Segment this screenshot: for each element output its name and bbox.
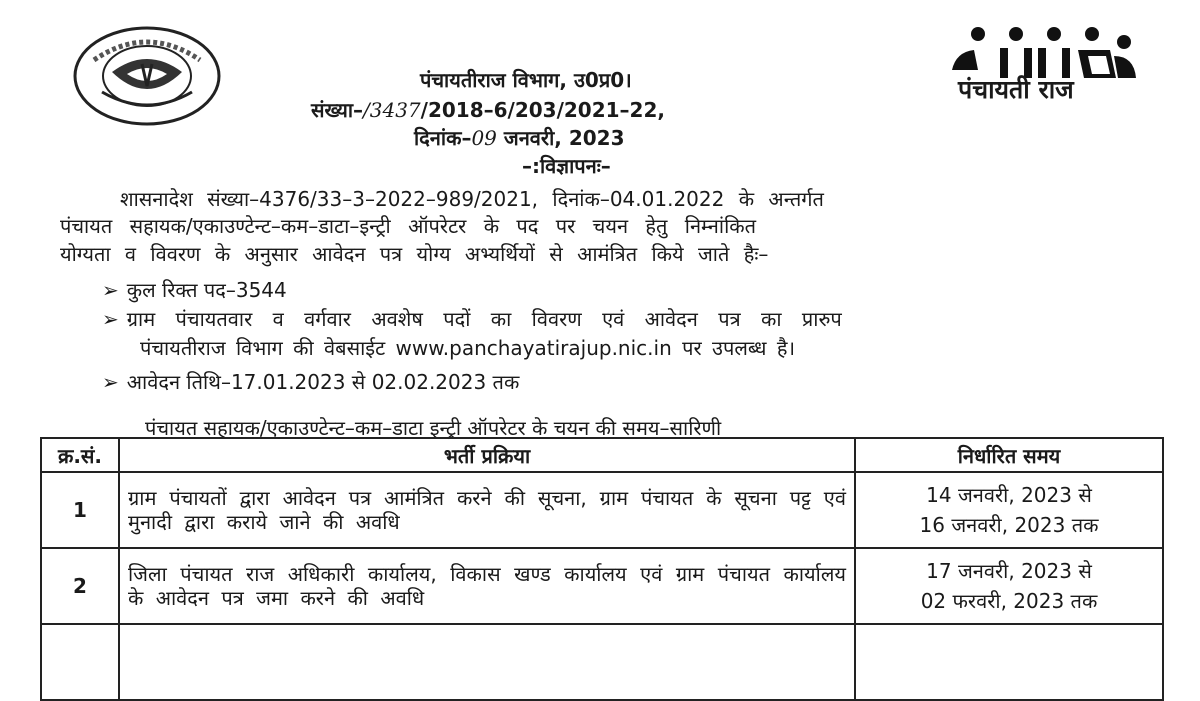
row-time [855, 548, 1163, 624]
arrow-bullet-icon: ➢ [102, 307, 119, 331]
order-date [414, 124, 625, 151]
row-time [855, 624, 1163, 700]
row-sno [41, 624, 119, 700]
order-number [311, 96, 665, 123]
table-row-cut-off [41, 624, 1163, 700]
time-start: 14 जनवरी, 2023 से [926, 483, 1092, 507]
body-line-1: शासनादेश संख्या–4376/33–3–2022–989/2021, दिनांक–04.01.2022 के अन्तर्गत [120, 187, 824, 211]
number-suffix: /2018–6/203/2021–22, [420, 98, 665, 122]
date-prefix: दिनांक– [414, 126, 472, 150]
schedule-table [40, 437, 1164, 701]
time-end: 02 फरवरी, 2023 तक [920, 589, 1098, 613]
vacancies-text: कुल रिक्त पद–3544 [126, 278, 287, 302]
arrow-bullet-icon: ➢ [102, 278, 119, 302]
header-time: निर्धारित समय [855, 438, 1163, 472]
row-sno: 1 [41, 472, 119, 548]
time-end: 16 जनवरी, 2023 तक [919, 513, 1099, 537]
row-sno: 2 [41, 548, 119, 624]
row-process [119, 624, 855, 700]
up-government-seal [72, 26, 222, 126]
body-line-2: पंचायत सहायक/एकाउण्टेन्ट–कम–डाटा–इन्ट्री ऑपरेटर के पद पर चयन हेतु निम्नांकित [60, 214, 757, 238]
number-prefix: संख्या– [311, 98, 363, 122]
arrow-bullet-icon: ➢ [102, 370, 119, 394]
body-line-3: योग्यता व विवरण के अनुसार आवेदन पत्र योग्य अभ्यर्थियों से आमंत्रित किये जाते हैः– [60, 242, 769, 266]
table-caption: पंचायत सहायक/एकाउण्टेन्ट–कम–डाटा इन्ट्री ऑपरेटर के चयन की समय–सारिणी [145, 416, 722, 440]
date-suffix: जनवरी, 2023 [496, 126, 625, 150]
details-text-2: पंचायतीराज विभाग की वेबसाईट www.panchayatirajup.nic.in पर उपलब्ध है। [140, 336, 796, 360]
table-row [41, 472, 1163, 548]
department-name: पंचायतीराज विभाग, उ0प्र0। [420, 68, 632, 92]
logo-caption: पंचायती राज [958, 75, 1074, 104]
bullet-details [102, 305, 842, 332]
row-time [855, 472, 1163, 548]
handwritten-number: /3437 [363, 98, 421, 122]
details-text-1: ग्राम पंचायतवार व वर्गवार अवशेष पदों का विवरण एवं आवेदन पत्र का प्रारुप [126, 307, 842, 331]
handwritten-date: 09 [471, 126, 497, 150]
time-start: 17 जनवरी, 2023 से [926, 559, 1092, 583]
row-process: जिला पंचायत राज अधिकारी कार्यालय, विकास खण्ड कार्यालय एवं ग्राम पंचायत कार्यालय के आवेदन पत्र जमा करने की अवधि [119, 548, 855, 624]
notice-title: –:विज्ञापनः– [522, 154, 611, 178]
bullet-application-date [102, 368, 519, 395]
table-header-row [41, 438, 1163, 472]
table-row [41, 548, 1163, 624]
row-process: ग्राम पंचायतों द्वारा आवेदन पत्र आमंत्रित करने की सूचना, ग्राम पंचायत के सूचना पट्ट एवं मुनादी द्वारा कराये जाने की अवधि [119, 472, 855, 548]
bullet-vacancies [102, 276, 287, 303]
application-date-text: आवेदन तिथि–17.01.2023 से 02.02.2023 तक [126, 370, 520, 394]
header-sno: क्र.सं. [41, 438, 119, 472]
header-process: भर्ती प्रक्रिया [119, 438, 855, 472]
